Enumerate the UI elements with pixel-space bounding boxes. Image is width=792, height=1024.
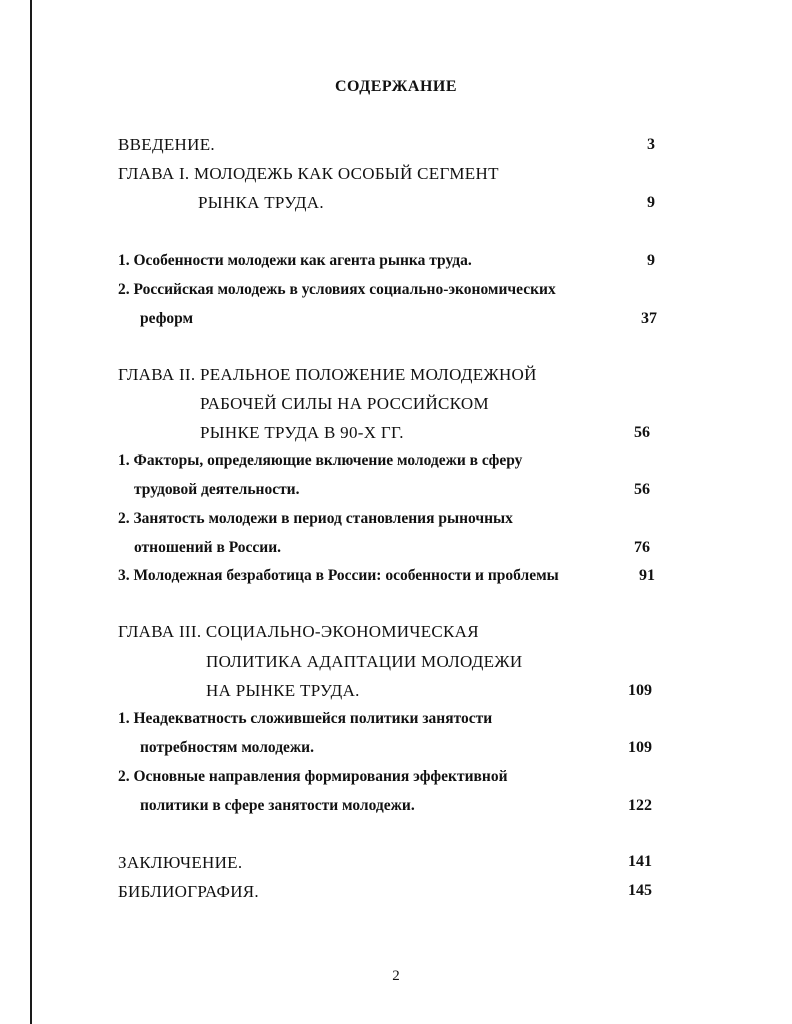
toc-section-2-2-page: 76 [634, 539, 650, 556]
toc-section-2-1-page: 56 [634, 481, 650, 498]
toc-chapter-3-title-cont2: НА РЫНКЕ ТРУДА. [206, 681, 360, 700]
scan-edge-line [30, 0, 32, 1024]
toc-chapter-2-title-cont2: РЫНКЕ ТРУДА В 90-Х ГГ. [200, 423, 404, 442]
toc-intro-page: 3 [647, 136, 655, 153]
toc-section-3-1-page: 109 [628, 739, 652, 756]
toc-section-3-2: 2. Основные направления формирования эффективной [118, 768, 508, 785]
toc-bibliography-page: 145 [628, 882, 652, 899]
toc-bibliography: БИБЛИОГРАФИЯ. [118, 882, 259, 901]
toc-chapter-2-page: 56 [634, 424, 650, 441]
toc-section-2-2-cont: отношений в России. [134, 539, 282, 556]
toc-section-1-1: 1. Особенности молодежи как агента рынка труда. [118, 252, 472, 269]
toc-chapter-3-title-cont: ПОЛИТИКА АДАПТАЦИИ МОЛОДЕЖИ [206, 652, 523, 671]
toc-section-3-2-page: 122 [628, 797, 652, 814]
toc-section-1-2: 2. Российская молодежь в условиях социально-экономических [118, 281, 556, 298]
page-number: 2 [392, 968, 400, 984]
toc-section-1-2-page: 37 [641, 310, 657, 327]
toc-chapter-3-page: 109 [628, 682, 652, 699]
toc-conclusion: ЗАКЛЮЧЕНИЕ. [118, 853, 243, 872]
page-title: СОДЕРЖАНИЕ [334, 78, 458, 95]
toc-chapter-2-title-cont: РАБОЧЕЙ СИЛЫ НА РОССИЙСКОМ [200, 394, 489, 413]
toc-chapter-2-title: ГЛАВА II. РЕАЛЬНОЕ ПОЛОЖЕНИЕ МОЛОДЕЖНОЙ [118, 365, 537, 384]
toc-chapter-1-title-cont: РЫНКА ТРУДА. [198, 193, 324, 212]
toc-conclusion-page: 141 [628, 853, 652, 870]
toc-section-1-1-page: 9 [647, 252, 655, 269]
toc-section-3-1-cont: потребностям молодежи. [140, 739, 314, 756]
toc-section-3-2-cont: политики в сфере занятости молодежи. [140, 797, 415, 814]
toc-section-1-2-cont: реформ [140, 310, 194, 327]
toc-section-2-2: 2. Занятость молодежи в период становления рыночных [118, 510, 513, 527]
toc-chapter-1-page: 9 [647, 194, 655, 211]
toc-section-3-1: 1. Неадекватность сложившейся политики занятости [118, 710, 493, 727]
toc-section-2-1: 1. Факторы, определяющие включение молодежи в сферу [118, 452, 523, 469]
toc-chapter-3-title: ГЛАВА III. СОЦИАЛЬНО-ЭКОНОМИЧЕСКАЯ [118, 622, 479, 641]
toc-section-2-1-cont: трудовой деятельности. [134, 481, 300, 498]
toc-section-2-3: 3. Молодежная безработица в России: особенности и проблемы [118, 567, 559, 584]
toc-intro: ВВЕДЕНИЕ. [118, 135, 215, 154]
toc-section-2-3-page: 91 [639, 567, 655, 584]
toc-chapter-1-title: ГЛАВА I. МОЛОДЕЖЬ КАК ОСОБЫЙ СЕГМЕНТ [118, 164, 499, 183]
